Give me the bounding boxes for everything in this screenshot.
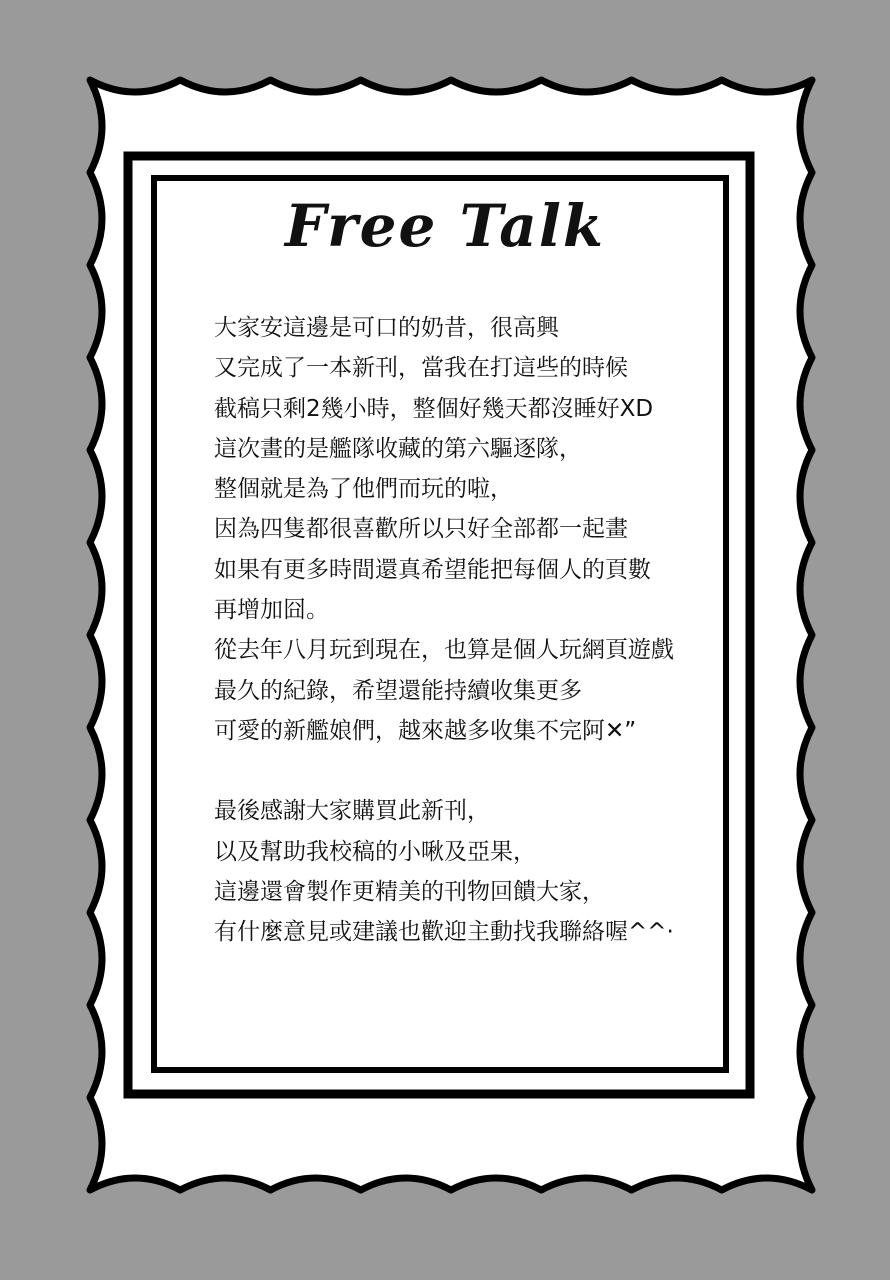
text-line: 以及幫助我校稿的小啾及亞果， xyxy=(214,838,536,865)
text-line: 最後感謝大家購買此新刊， xyxy=(214,798,490,825)
text-line: 可愛的新艦娘們，越來越多收集不完阿✕” xyxy=(214,717,637,744)
page-title: Free Talk xyxy=(284,192,606,260)
text-line: 從去年八月玩到現在，也算是個人玩網頁遊戲 xyxy=(214,637,674,664)
text-line: 因為四隻都很喜歡所以只好全部都一起畫 xyxy=(214,516,628,543)
text-line: 有什麼意見或建議也歡迎主動找我聯絡喔^^· xyxy=(214,919,674,946)
text-line: 又完成了一本新刊，當我在打這些的時候 xyxy=(214,355,628,382)
text-line: 如果有更多時間還真希望能把每個人的頁數 xyxy=(214,556,651,583)
text-line: 再增加囧。 xyxy=(214,597,329,624)
text-line: 最久的紀錄，希望還能持續收集更多 xyxy=(214,677,582,704)
text-line: 整個就是為了他們而玩的啦， xyxy=(214,476,513,503)
paragraph-2 xyxy=(214,791,714,952)
text-line: 大家安這邊是可口的奶昔，很高興 xyxy=(214,315,559,341)
text-line: 截稿只剩2幾小時，整個好幾天都沒睡好XD xyxy=(214,395,654,422)
text-line: 這次畫的是艦隊收藏的第六驅逐隊， xyxy=(214,435,582,462)
text-line: 這邊還會製作更精美的刊物回饋大家， xyxy=(214,878,605,905)
paragraph-1 xyxy=(214,308,714,751)
letter-body xyxy=(214,308,714,952)
